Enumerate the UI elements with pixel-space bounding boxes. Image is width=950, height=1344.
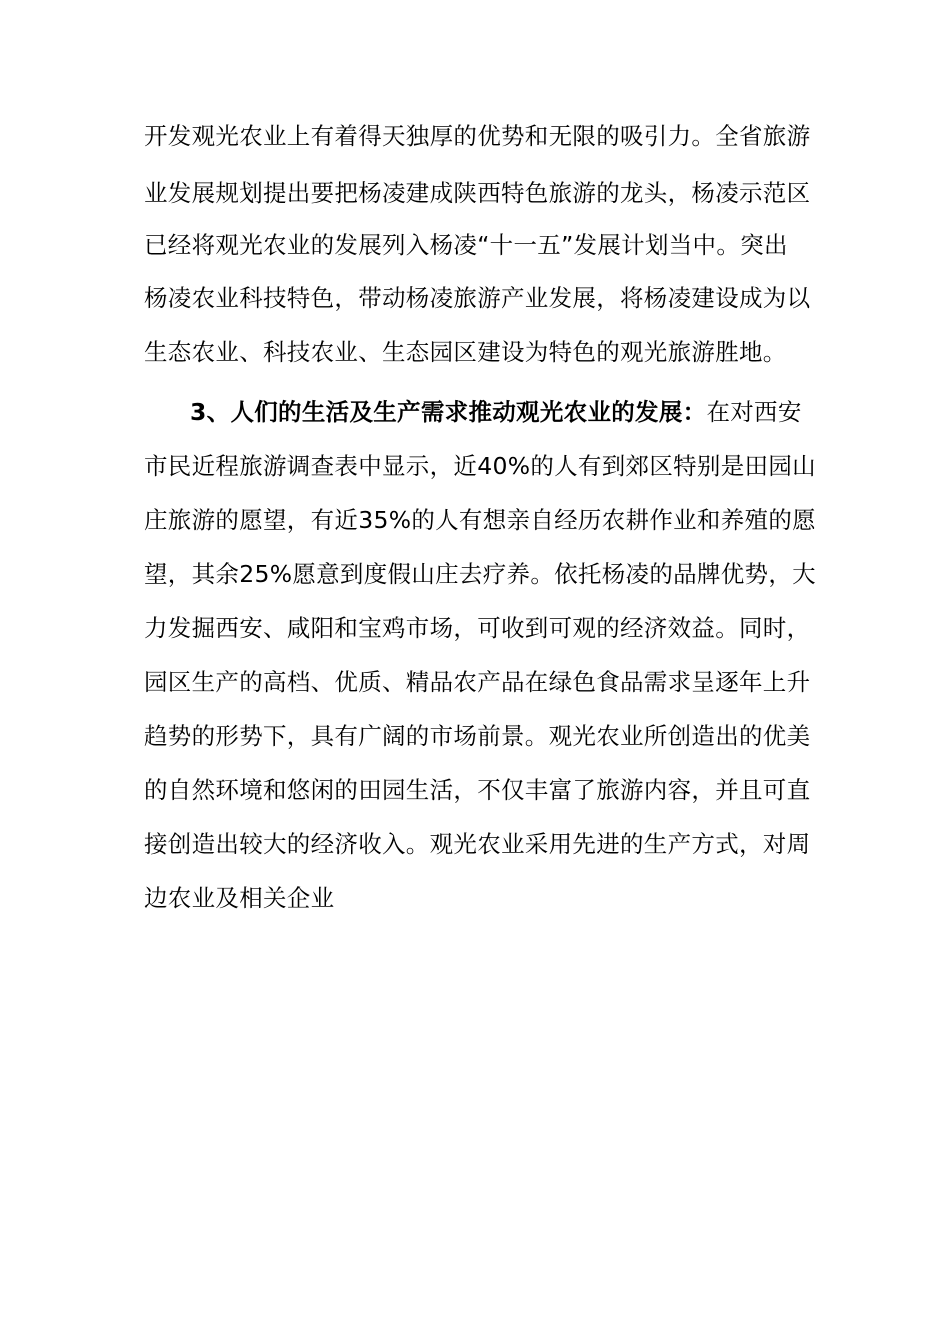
paragraph-1-line: 生态农业、科技农业、生态园区建设为特色的观光旅游胜地。	[144, 338, 787, 366]
paragraph-2-line: 趋势的形势下，具有广阔的市场前景。观光农业所创造出的优美	[144, 722, 811, 750]
paragraph-1-line: 开发观光农业上有着得天独厚的优势和无限的吸引力。全省旅游	[144, 122, 811, 150]
paragraph-2-line: 力发掘西安、咸阳和宝鸡市场，可收到可观的经济效益。同时，	[144, 614, 811, 642]
paragraph-1-line: 已经将观光农业的发展列入杨凌“十一五”发展计划当中。突出	[144, 231, 788, 259]
paragraph-2-line: 园区生产的高档、优质、精品农产品在绿色食品需求呈逐年上升	[144, 668, 811, 696]
paragraph-2-line: 庄旅游的愿望，有近35%的人有想亲自经历农耕作业和养殖的愿	[144, 506, 816, 534]
paragraph-2-line: 市民近程旅游调查表中显示，近40%的人有到郊区特别是田园山	[144, 452, 816, 480]
section-heading: 3、人们的生活及生产需求推动观光农业的发展：	[190, 398, 707, 426]
paragraph-2-first-line-text: 在对西安	[706, 398, 802, 426]
paragraph-2-line: 边农业及相关企业	[144, 884, 335, 912]
paragraph-2-line: 的自然环境和悠闲的田园生活，不仅丰富了旅游内容，并且可直	[144, 776, 811, 804]
paragraph-1-line: 业发展规划提出要把杨凌建成陕西特色旅游的龙头，杨凌示范区	[144, 179, 811, 207]
paragraph-1-line: 杨凌农业科技特色，带动杨凌旅游产业发展，将杨凌建设成为以	[144, 284, 811, 312]
paragraph-2-line: 望，其余25%愿意到度假山庄去疗养。依托杨凌的品牌优势，大	[144, 560, 816, 588]
paragraph-2-line: 接创造出较大的经济收入。观光农业采用先进的生产方式，对周	[144, 830, 811, 858]
paragraph-2-first-line	[190, 397, 802, 427]
